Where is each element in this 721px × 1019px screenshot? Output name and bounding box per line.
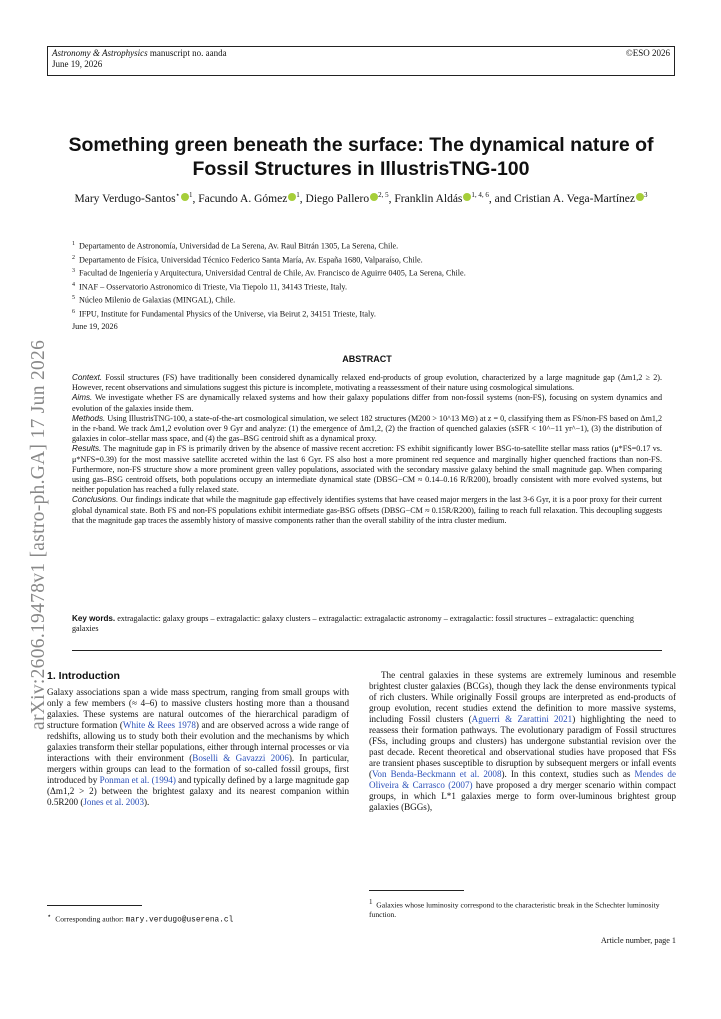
body-text: have proposed a dry merger scenario within compact groups, in which L*1 galaxies merge to form over-luminous brightest group galaxies (BGGs),: [369, 780, 676, 812]
keywords-label: Key words.: [72, 614, 116, 623]
paper-title: Something green beneath the surface: The dynamical nature of Fossil Structures in IllustrisTNG-100: [68, 134, 654, 180]
abstract-conclusions: [72, 495, 662, 526]
citation-link[interactable]: Aguerri & Zarattini 2021: [471, 714, 573, 724]
arxiv-stamp-text: arXiv:2606.19478v1 [astro-ph.GA] 17 Jun 2026: [28, 339, 49, 730]
abstract-text: The magnitude gap in FS is primarily driven by the absence of massive recent accretion: FS exhibit significantly lower BSG-to-satellite stellar mass ratios (μ*FS=0.17 vs. μ*NFS=0.39) for the most massive satellite accreted within the last 6 Gyr. FS also host a more prominent red sequence and marginally higher quenched fractions than non-FS. Furthermore, non-FS structure show a more prominent green valley populations, associated with the secondary massive galaxy behind the small magnitude gap. When comparing using gas–BSG centroid offsets, both populations occupy an intermediate dynamical state (DBSG−CM ≈ 0.14–0.16 R/R200), broadly consistent with more evolved systems, but neither population has reached a fully relaxed state.: [72, 444, 662, 495]
affiliation-number: 6: [72, 308, 75, 315]
body-text: ) highlighting the need to reassess their formation pathways. The evolutionary paradigm of Fossil structures (FSs, including groups and clusters) has undergone substantial revision over the past decade. Recent theoretical and observational studies have proposed that FSs are transient phases susceptible to disruption by subsequent mergers or infall events (: [369, 714, 677, 779]
header-date: June 19, 2026: [52, 59, 103, 69]
author-connector: and: [494, 192, 512, 205]
divider: [72, 650, 662, 651]
author-name: Mary Verdugo-Santos: [74, 192, 176, 205]
citation-link[interactable]: Von Benda-Beckmann et al. 2008: [372, 769, 502, 779]
affiliation: [72, 293, 672, 307]
affiliation-text: Departamento de Astronomía, Universidad de La Serena, Av. Raul Bitrán 1305, La Serena, Chile.: [79, 241, 399, 251]
journal-name: Astronomy & Astrophysics: [52, 48, 148, 58]
affiliation-number: 5: [72, 295, 75, 302]
affiliation: [72, 307, 672, 321]
orcid-icon[interactable]: [370, 193, 378, 201]
abstract-label: Results.: [72, 444, 102, 454]
citation-link[interactable]: White & Rees 1978: [122, 720, 196, 730]
paper-date: June 19, 2026: [72, 322, 118, 331]
affiliation-text: IFPU, Institute for Fundamental Physics of the Universe, via Beirut 2, 34151 Trieste, Italy.: [79, 309, 376, 319]
affiliation: [72, 266, 672, 280]
affiliation-number: 3: [72, 268, 75, 275]
intro-right-column: [369, 670, 676, 813]
author-affil: 1: [188, 191, 193, 199]
abstract-methods: [72, 414, 662, 445]
affiliation-text: Núcleo Milenio de Galaxias (MINGAL), Chile.: [79, 295, 236, 305]
affiliation-list: [72, 239, 672, 320]
keywords-text: extragalactic: galaxy groups – extragalactic: galaxy clusters – extragalactic: extragalactic astronomy – extragalactic: fossil structures – extragalactic: quenching galaxies: [72, 614, 634, 634]
author-affil: 1, 4, 6: [471, 191, 489, 199]
intro-left-column: [47, 687, 349, 808]
affiliation-text: Departamento de Física, Universidad Técnico Federico Santa María, Av. España 1680, Valparaíso, Chile.: [79, 255, 423, 265]
abstract-text: We investigate whether FS are dynamically relaxed systems and how their galaxy populations differ from non-fossil systems (non-FS), focusing on system dynamics and evolution of the galaxies inside them.: [72, 393, 662, 413]
intro-paragraph: [47, 687, 349, 808]
email-link[interactable]: mary.verdugo@userena.cl: [125, 916, 234, 925]
footnote-mark: ⋆: [47, 912, 52, 920]
abstract-text: Fossil structures (FS) have traditionally been considered dynamically relaxed end-products of group evolution, characterized by a large magnitude gap (Δm1,2 ≥ 2). However, recent observations and simulations suggest this picture is incomplete, motivating a reassessment of their nature using cosmological simulations.: [72, 373, 662, 393]
abstract: [72, 373, 662, 526]
author-name: Diego Pallero: [305, 192, 370, 205]
affiliation: [72, 239, 672, 253]
citation-link[interactable]: Boselli & Gavazzi 2006: [192, 753, 289, 763]
manuscript-id: manuscript no. aanda: [149, 48, 227, 58]
citation-link[interactable]: Mendes de Oliveira & Carrasco (2007): [369, 769, 676, 790]
affiliation-text: Facultad de Ingeniería y Arquitectura, Universidad Central de Chile, Av. Francisco de Aguirre 0405, La Serena, Chile.: [79, 268, 466, 278]
footnote-label: Corresponding author:: [55, 914, 124, 924]
orcid-icon[interactable]: [636, 193, 644, 201]
body-text: ). In this context, studies such as: [501, 769, 635, 779]
body-text: and typically defined by a large magnitude gap (Δm1,2 > 2) between the brightest galaxy and its nearest companion within 0.5R200 (: [47, 775, 350, 807]
copyright: ©ESO 2026: [625, 48, 670, 58]
abstract-results: [72, 444, 662, 495]
body-text: Galaxy associations span a wide mass spectrum, ranging from small groups with only a few members (≈ 4–6) to massive clusters hosting more than a thousand galaxies. These systems are natural outcomes of the hierarchical paradigm of structure formation (: [47, 687, 349, 730]
orcid-icon[interactable]: [181, 193, 189, 201]
affiliation-number: 2: [72, 254, 75, 261]
affiliation: [72, 253, 672, 267]
abstract-text: Our findings indicate that while the magnitude gap effectively identifies systems that have ceased major mergers in the last 3-6 Gyr, it is a poor proxy for their current global dynamical state. Both FS and non-FS populations exhibit intermediate gas-BSG offsets (DBSG−CM ≈ 0.15R/R200), failing to reach full relaxation. This decoupling suggests that the magnitude gap traces the assembly history of massive components rather than the overall stability of the intra cluster medium.: [72, 495, 662, 525]
footnote-text: Galaxies whose luminosity correspond to the characteristic break in the Schechter luminosity function.: [369, 900, 660, 919]
abstract-aims: [72, 393, 662, 413]
corresponding-mark: ⋆: [175, 191, 180, 199]
footnote-rule: [47, 905, 142, 906]
abstract-label: Conclusions.: [72, 495, 119, 505]
author-list: Mary Verdugo-Santos⋆ $^1$, Facundo A. Gómez $^1$, Diego Pallero $^{2, 5}$, Franklin Aldás $^{1, 4, 6}$, and Cristian A. Vega-Martínez $^3$: [74, 191, 648, 205]
author-affil: 1: [296, 191, 300, 199]
abstract-heading: ABSTRACT: [342, 354, 392, 364]
abstract-text: Using IllustrisTNG-100, a state-of-the-art cosmological simulation, we select 182 structures (M200 > 10^13 M⊙) at z = 0, classifying them as FS/non-FS based on Δm1,2 in the r-band. We track Δm1,2 evolution over 9 Gyr and analyze: (1) the emergence of Δm1,2, (2) the fraction of quenched galaxies (sSFR < 10^−11 yr^−1), (3) the distribution of galaxies in color–stellar mass space, and (4) the gas–BSG centroid shift as a dynamical proxy.: [72, 413, 662, 444]
author-name: Facundo A. Gómez: [198, 192, 288, 205]
affiliation-number: 4: [72, 281, 75, 288]
abstract-label: Aims.: [72, 393, 93, 403]
abstract-context: [72, 373, 662, 393]
page-footer: Article number, page 1: [600, 936, 676, 945]
author-name: Franklin Aldás: [394, 192, 463, 205]
keywords: [72, 614, 662, 634]
footnote-corresponding: [47, 912, 347, 926]
abstract-label: Methods.: [72, 413, 106, 423]
abstract-label: Context.: [72, 373, 103, 382]
affiliation: [72, 280, 672, 294]
arxiv-stamp: [4, 270, 49, 730]
author-affil: 3: [643, 191, 648, 199]
running-header: [47, 46, 675, 76]
citation-link[interactable]: Jones et al. 2003: [83, 797, 144, 807]
body-text: ) and are observed across a wide range of redshifts, allowing us to study both their evolution and the mechanisms by which galaxies transform their stellar populations, either through internal processes or via interactions with their environment (: [47, 720, 350, 763]
section-heading: 1. Introduction: [47, 670, 120, 682]
footnote-mark: 1: [369, 898, 373, 906]
body-text: The central galaxies in these systems are extremely luminous and resemble brightest cluster galaxies (BCGs), though they lack the dense environments typical of rich clusters. While originally Fossil groups are interpreted as end-products of group evolution, recent studies extend the definition to more massive systems, including Fossil clusters (: [369, 670, 676, 724]
body-text: ).: [144, 797, 150, 807]
author-name: Cristian A. Vega-Martínez: [514, 192, 635, 205]
affiliation-text: INAF – Osservatorio Astronomico di Trieste, Via Tiepolo 11, 34143 Trieste, Italy.: [79, 282, 348, 292]
intro-paragraph: [369, 670, 676, 813]
affiliation-number: 1: [72, 241, 75, 247]
body-text: ). In particular, mergers within groups can lead to the formation of so-called fossil groups, first introduced by: [47, 753, 350, 785]
citation-link[interactable]: Ponman et al. (1994): [99, 775, 176, 785]
author-affil: 2, 5: [378, 191, 389, 199]
footnote-1: [369, 898, 676, 919]
footnote-rule: [369, 890, 464, 891]
